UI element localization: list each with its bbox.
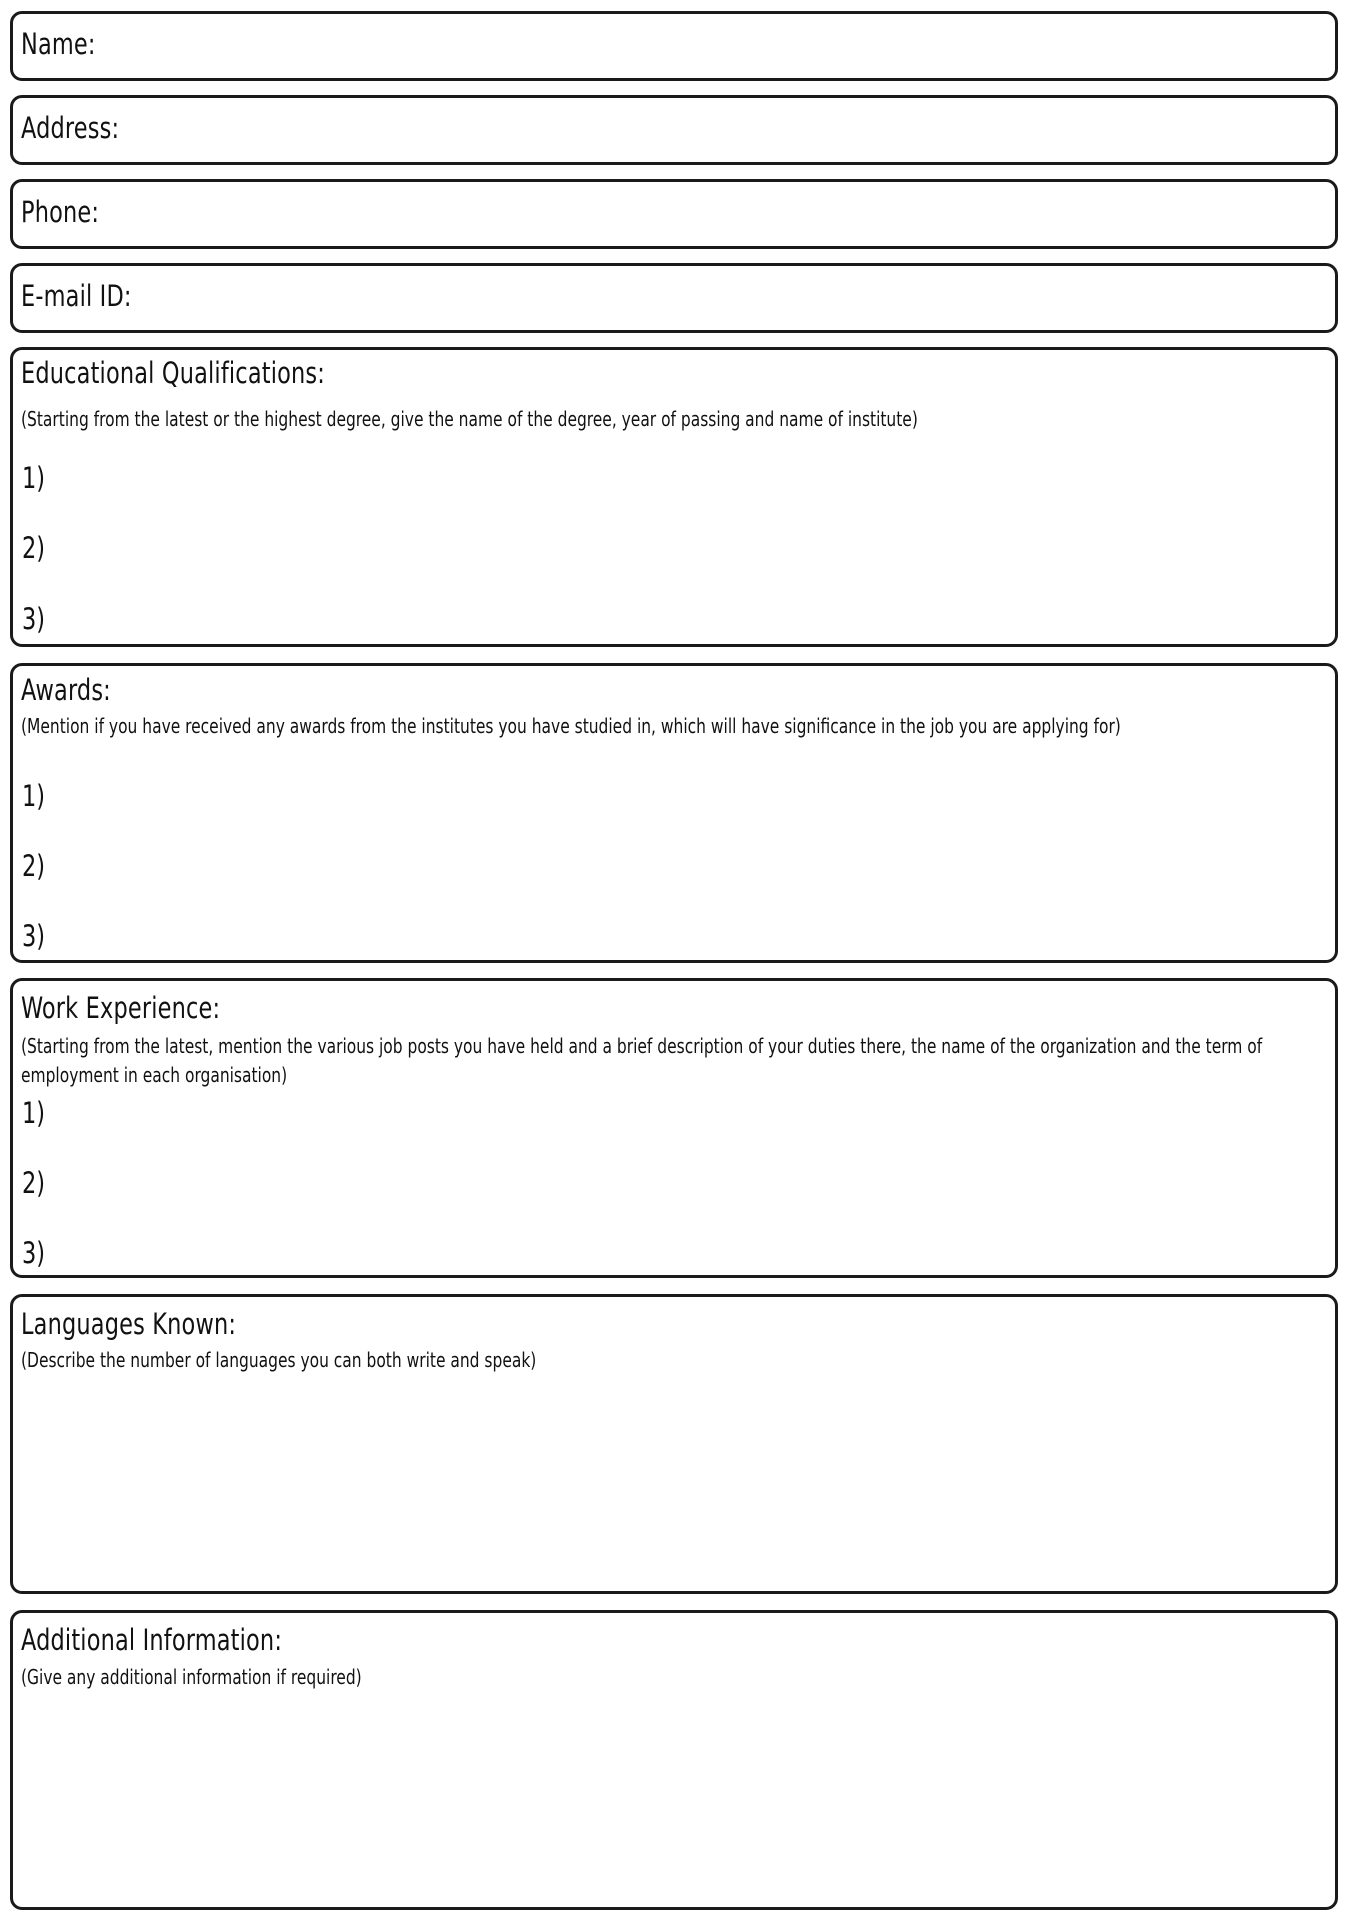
- address-field[interactable]: [10, 95, 1338, 165]
- education-item-3: 3): [22, 602, 46, 636]
- phone-field[interactable]: [10, 179, 1338, 249]
- additional-info-hint: (Give any additional information if required): [21, 1665, 362, 1689]
- phone-label: Phone:: [21, 195, 100, 229]
- awards-item-2: 2): [22, 849, 46, 883]
- awards-title: Awards:: [21, 673, 111, 707]
- education-item-1: 1): [22, 461, 46, 495]
- education-section[interactable]: [10, 347, 1338, 647]
- awards-hint: (Mention if you have received any awards from the institutes you have studied in, which will have significance in the job you are applying for): [21, 714, 1121, 738]
- work-experience-item-1: 1): [22, 1096, 46, 1130]
- additional-info-section[interactable]: [10, 1610, 1338, 1910]
- email-field[interactable]: [10, 263, 1338, 333]
- education-hint: (Starting from the latest or the highest degree, give the name of the degree, year of passing and name of institute): [21, 407, 918, 431]
- name-label: Name:: [21, 27, 96, 61]
- work-experience-item-3: 3): [22, 1236, 46, 1270]
- awards-section[interactable]: [10, 663, 1338, 963]
- awards-item-3: 3): [22, 919, 46, 953]
- name-field[interactable]: [10, 11, 1338, 81]
- education-item-2: 2): [22, 531, 46, 565]
- work-experience-item-2: 2): [22, 1166, 46, 1200]
- additional-info-title: Additional Information:: [21, 1623, 283, 1657]
- email-label: E-mail ID:: [21, 279, 132, 313]
- languages-title: Languages Known:: [21, 1307, 237, 1341]
- awards-item-1: 1): [22, 779, 46, 813]
- languages-section[interactable]: [10, 1294, 1338, 1594]
- education-title: Educational Qualifications:: [21, 356, 326, 390]
- languages-hint: (Describe the number of languages you can both write and speak): [21, 1348, 537, 1372]
- work-experience-title: Work Experience:: [21, 991, 221, 1025]
- address-label: Address:: [21, 111, 120, 145]
- work-experience-section[interactable]: [10, 978, 1338, 1278]
- work-experience-hint: (Starting from the latest, mention the various job posts you have held and a brief description of your duties there, the name of the organization and the term of employment in each organisation): [21, 1034, 1263, 1087]
